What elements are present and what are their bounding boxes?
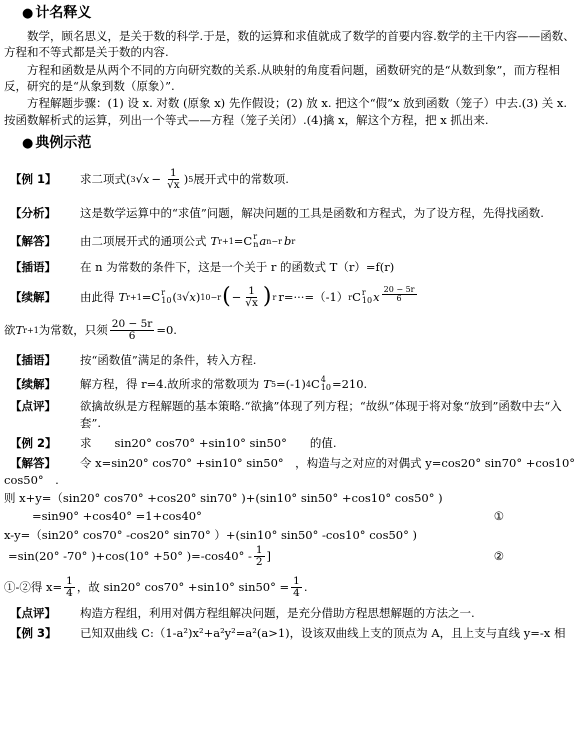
- continued-solution-1: 【续解】 由此得 T r+1 =C r 10 ( 3 √ x ) 10−r ( − $\frac{1}{√x}$ ) r r=···=（-1） r C r 10 x $\frac{20 - 5r}{6}$: [4, 286, 582, 309]
- calc-line-1: 则 x+y=（sin20° cos70° +cos20° sin70° )+(sin10° sin50° +cos10° cos50° ): [4, 491, 443, 506]
- example-1: [4, 168, 582, 191]
- example-2-tag: 【例 2】: [10, 436, 57, 451]
- equation-marker-1: ①: [493, 509, 504, 524]
- comment-2-tag: 【点评】: [10, 606, 56, 621]
- solution-2: [4, 455, 582, 471]
- solution-2-continuation: cos50° .: [4, 472, 59, 487]
- section-heading-definition: ● 计名释义: [22, 5, 92, 21]
- example-1-body: 求二项式 ( 3 √ x − $\frac{1}{√x}$ ) 5 展开式中的常数项.: [80, 166, 289, 191]
- example-1-tag: 【例 1】: [10, 172, 57, 187]
- calc-line-3: x-y=（sin20° cos70° -cos20° sin70° ）+(sin10° sin50° -cos10° cos50° ): [4, 527, 418, 542]
- example-3: [4, 625, 582, 641]
- equation-marker-2: ②: [493, 549, 504, 564]
- comment-1: [4, 398, 582, 431]
- solution-2-tag: 【解答】: [10, 456, 56, 471]
- calc-line-4: =sin(20° -70° )+cos(10° +50° )=-cos40° - $\frac{1}{2}$ ] ②: [8, 544, 504, 569]
- comment-1-text: 欲擒故纵是方程解题的基本策略.“欲擒”体现了列方程；“故纵”体现于将对象“放到”函数中去“入套”.: [80, 399, 562, 430]
- section-heading-examples: ● 典例示范: [22, 134, 92, 151]
- insert-1-text: 在 n 为常数的条件下，这是一个关于 r 的函数式 T（r）=f(r): [80, 260, 395, 275]
- insert-2: [4, 352, 582, 368]
- calc-line-2: =sin90° +cos40° =1+cos40° ①: [32, 509, 504, 524]
- result-line: ①-②得 x= $\frac{1}{4}$ ，故 sin20° cos70° +sin10° sin50° = $\frac{1}{4}$ .: [4, 575, 308, 600]
- insert-2-tag: 【插语】: [10, 352, 56, 367]
- example-3-tag: 【例 3】: [10, 626, 57, 641]
- intro-paragraph-1: 数学，顾名思义，是关于数的科学.于是，数的运算和求值就成了数学的首要内容.数学的主干内容——函数、方程和不等式都是关于数的内容.: [4, 28, 575, 60]
- continued-1-tag: 【续解】: [10, 290, 56, 305]
- solution-2-text: 令 x=sin20° cos70° +sin10° sin50° ，构造与之对应的对偶式 y=cos20° sin70° +cos10°: [80, 456, 576, 471]
- binomial-expression: ( 3 √ x − $\frac{1}{√x}$ ) 5: [126, 166, 194, 191]
- intro-paragraph-2: 方程和函数是从两个不同的方向研究数的关系.从映射的角度看问题，函数研究的是“从数到象”，而方程相反，研究的是“从象到数（原象）”.: [4, 62, 560, 93]
- example-2: [4, 435, 582, 451]
- analysis: [4, 205, 582, 221]
- analysis-text: 这是数学运算中的“求值”问题，解决问题的工具是函数和方程式，为了设方程，先得找函数.: [80, 205, 544, 220]
- bullet-icon: ●: [22, 135, 34, 151]
- intro-paragraph-3: 方程解题步骤：(1) 设 x. 对数 (原象 x) 先作假设；(2) 放 x. 把这个“假”x 放到函数（笼子）中去.(3) 关 x. 按函数解析式的运算，列出一个等式——方程（笼子关闭）.(4)擒 x，解这个方程，把 x 抓出来.: [4, 96, 568, 127]
- insert-1: [4, 259, 582, 275]
- continued-solution-2: 【续解】 解方程，得 r=4.故所求的常数项为 T 5 =(-1) 4 C 4 10 =210.: [4, 376, 582, 392]
- analysis-tag: 【分析】: [10, 205, 56, 220]
- solution-tag: 【解答】: [10, 234, 56, 249]
- example-3-text: 已知双曲线 C:（1-a²)x²+a²y²=a²(a>1)，设该双曲线上支的顶点为 A，且上支与直线 y=-x 相: [80, 626, 566, 641]
- insert-2-text: 按“函数值”满足的条件，转入方程.: [80, 352, 257, 367]
- insert-1-tag: 【插语】: [10, 260, 56, 275]
- constant-condition: 欲 T r+1 为常数，只须 $\frac{20 - 5r}{6}$ =0.: [4, 317, 177, 342]
- comment-1-tag: 【点评】: [10, 399, 56, 414]
- comment-2-text: 构造方程组，利用对偶方程组解决问题，是充分借助方程思想解题的方法之一.: [80, 606, 475, 621]
- general-term-formula: T r+1 =C r n a n−r b r: [210, 232, 296, 250]
- solution: 【解答】 由二项展开式的通项公式 T r+1 =C r n a n−r b r: [4, 233, 582, 249]
- example-2-text: 求 sin20° cos70° +sin10° sin50° 的值.: [80, 436, 337, 451]
- continued-2-tag: 【续解】: [10, 377, 56, 392]
- comment-2: [4, 605, 582, 621]
- bullet-icon: ●: [22, 6, 34, 21]
